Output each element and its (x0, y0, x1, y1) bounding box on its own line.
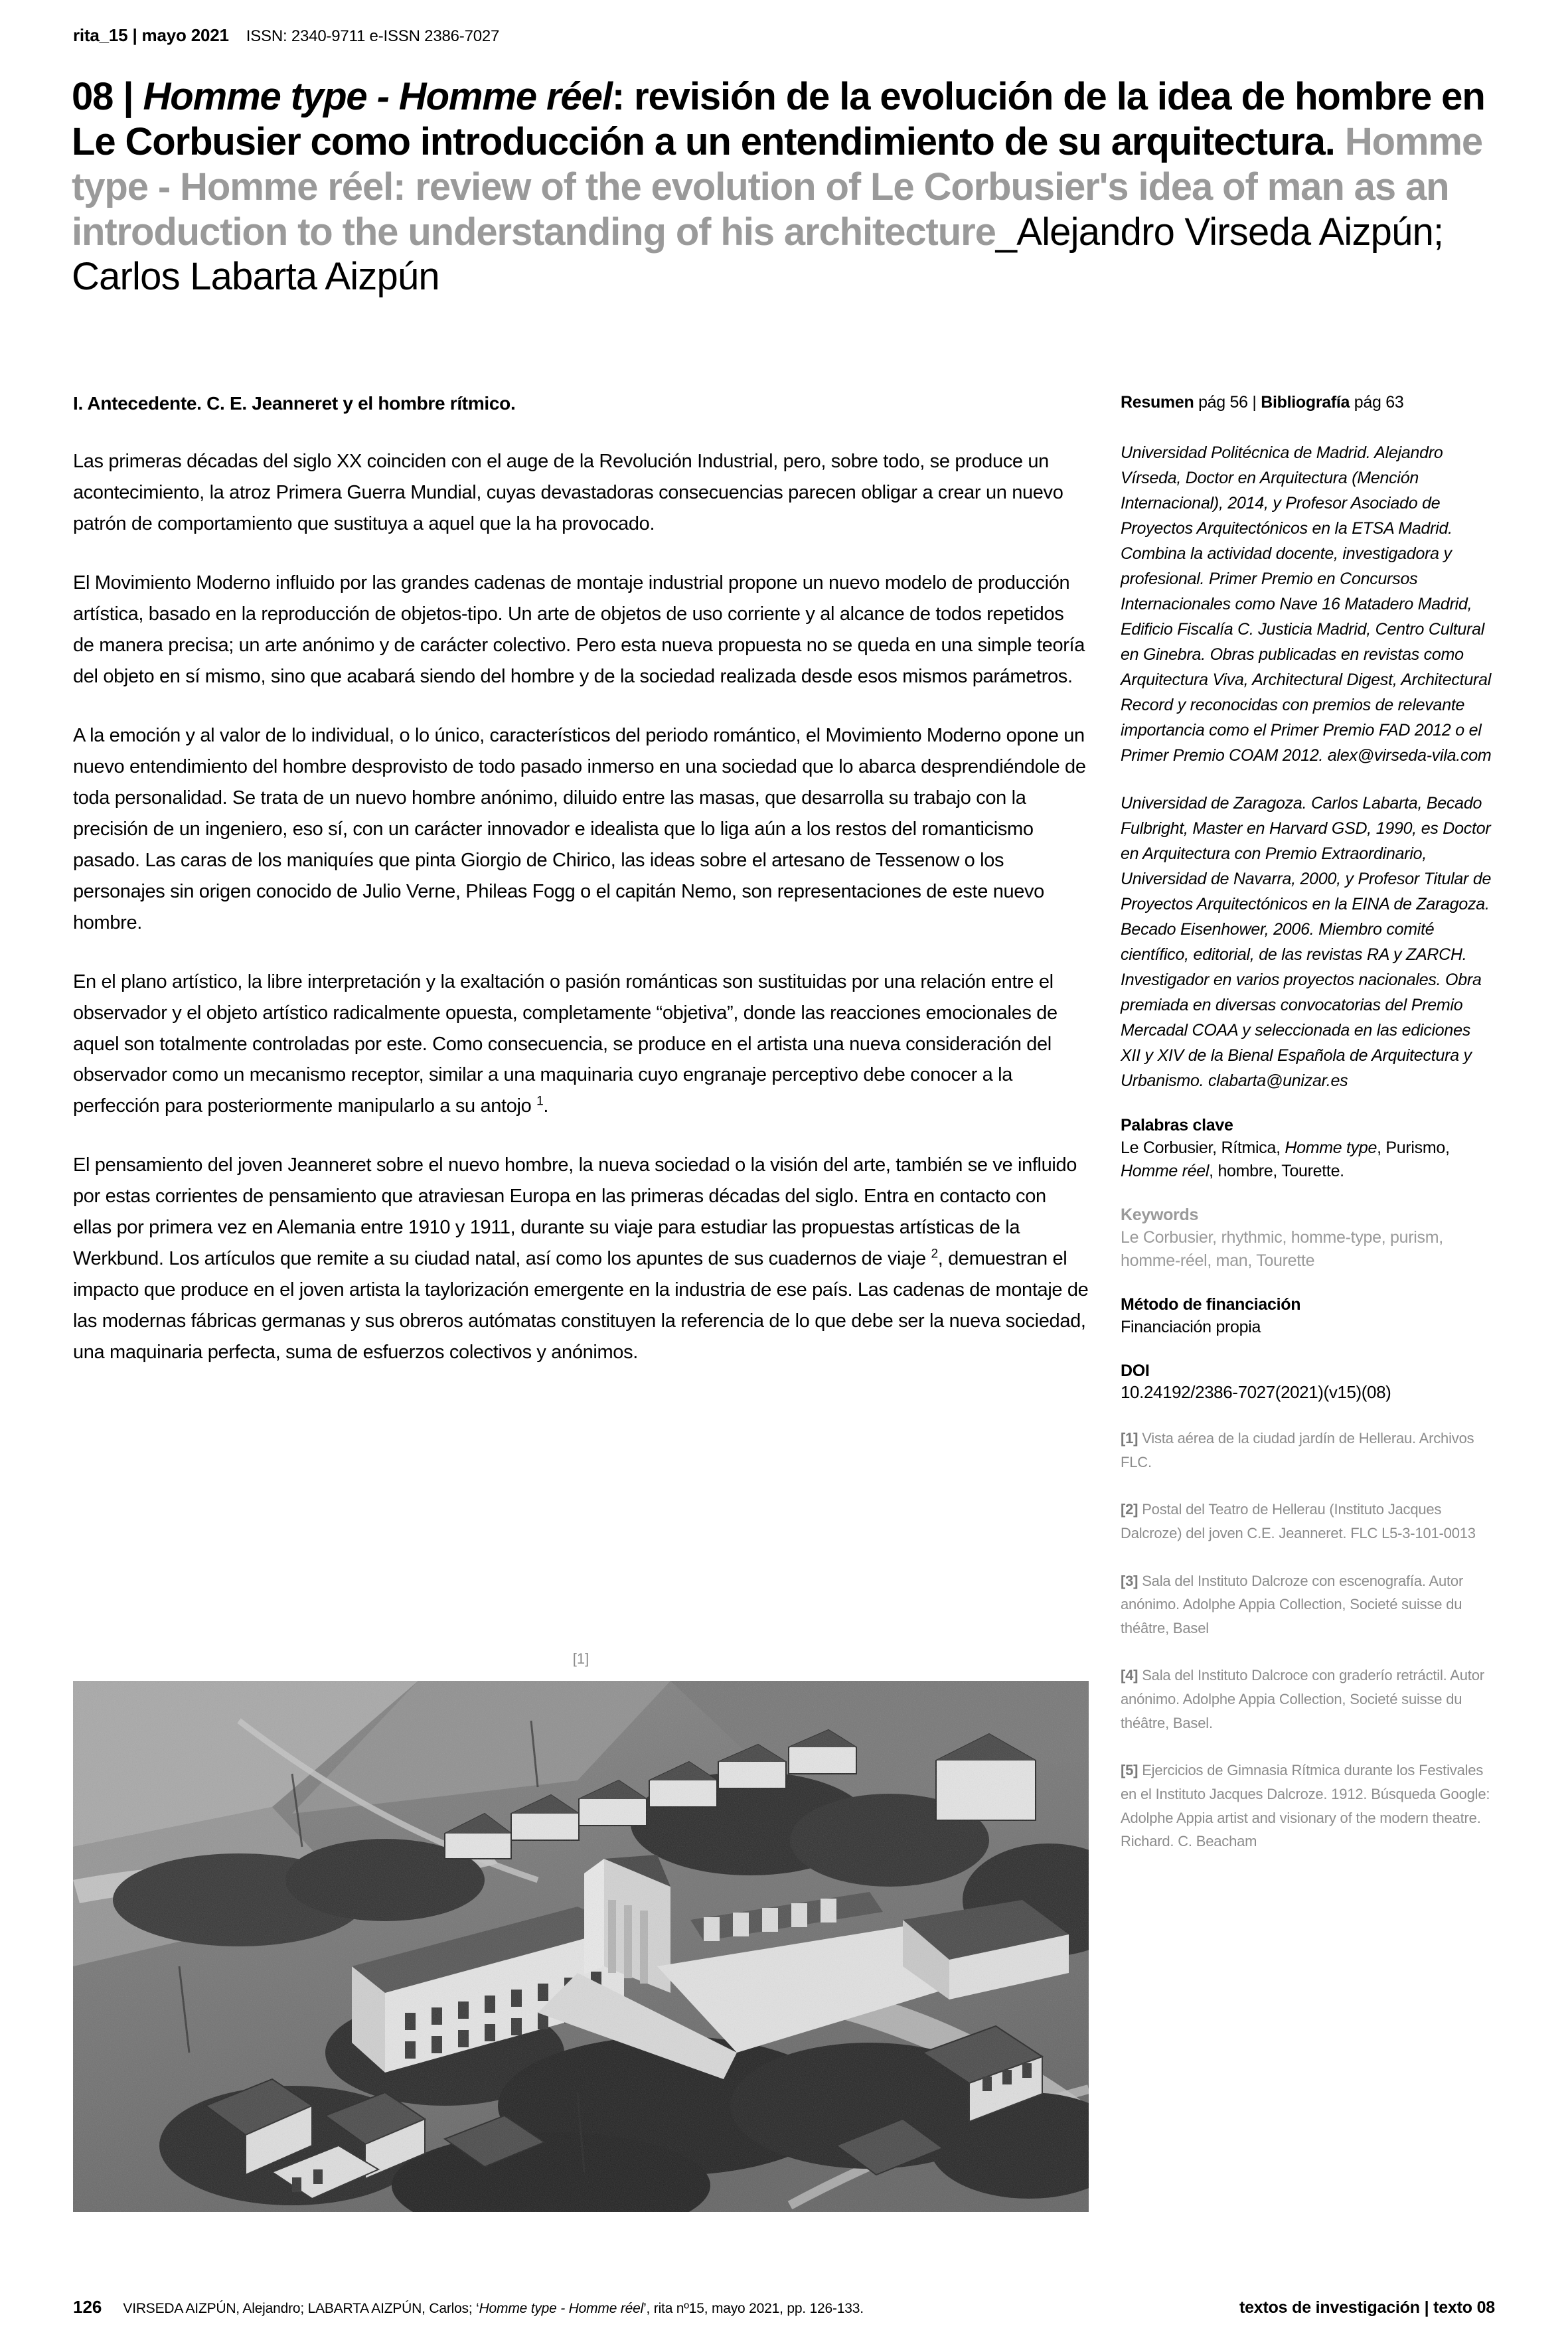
body-paragraph-3: A la emoción y al valor de lo individual, o lo único, característicos del periodo romántico, el Movimiento Moderno opone un nuevo entendimiento del hombre desprovisto de todo pasado inmerso en una sociedad que lo abarca desprendiéndole de toda personalidad. Se trata de un nuevo hombre anónimo, diluido entre las masas, que desarrolla su trabajo con la precisión de un ingeniero, eso sí, con un carácter innovador e idealista que lo liga aún a los restos del romanticismo pasado. Las caras de los maniquíes que pinta Giorgio de Chirico, las ideas sobre el artesano de Tessenow o los personajes sin origen conocido de Julio Verne, Phileas Fogg o el capitán Nemo, son representaciones de este nuevo hombre. (73, 724, 1086, 933)
caption-5-number: [5] (1121, 1762, 1138, 1779)
funding-text: Financiación propia (1121, 1318, 1261, 1336)
citation-part-a: VIRSEDA AIZPÚN, Alejandro; LABARTA AIZPÚN, Carlos; ‘ (123, 2301, 479, 2316)
citation-line (123, 2301, 864, 2317)
caption-1-text: Vista aérea de la ciudad jardín de Hellerau. Archivos FLC. (1121, 1430, 1474, 1470)
keywords-heading: Keywords (1121, 1206, 1199, 1224)
citation-italic-title: Homme type - Homme réel (479, 2301, 644, 2316)
author-bio-2: Universidad de Zaragoza. Carlos Labarta, Becado Fulbright, Master en Harvard GSD, 1990, es Doctor en Arquitectura con Premio Extraordinario, Universidad de Navarra, 2000, y Profesor Titular de Proyectos Arquitectónicos en la EINA de Zaragoza. Becado Eisenhower, 2006. Miembro comité científico, editorial, de las revistas RA y ZARCH. Investigador en varios proyectos nacionales. Obra premiada en diversas convocatorias del Premio Mercadal COAA y seleccionada en las ediciones XII y XIV de la Bienal Española de Arquitectura y Urbanismo. clabarta@unizar.es (1121, 794, 1492, 1090)
sidebar-column (1121, 393, 1492, 1853)
caption-2-number: [2] (1121, 1501, 1138, 1518)
caption-3-text: Sala del Instituto Dalcroze con escenografía. Autor anónimo. Adolphe Appia Collection, Societé suisse du théâtre, Basel (1121, 1572, 1464, 1636)
pc-italic-2: Homme réel (1121, 1162, 1210, 1180)
body-paragraph-2: El Movimiento Moderno influido por las grandes cadenas de montaje industrial propone un nuevo modelo de producción artística, basado en la reproducción de objetos-tipo. Un arte de objetos de uso corriente y al alcance de todos repetidos de manera precisa; un arte anónimo y de carácter colectivo. Pero esta nueva propuesta no se queda en una simple teoría del objeto en sí mismo, sino que acabará siendo del hombre y de la sociedad realizada desde esos mismos parámetros. (73, 572, 1085, 687)
paragraph-4-text-b: . (543, 1095, 549, 1117)
figure-caption-5 (1121, 1759, 1492, 1853)
page-number: 126 (73, 2297, 102, 2317)
caption-4-text: Sala del Instituto Dalcroce con graderío retráctil. Autor anónimo. Adolphe Appia Collection, Societé suisse du théâtre, Basel. (1121, 1667, 1484, 1731)
palabras-clave-heading: Palabras clave (1121, 1116, 1233, 1135)
running-head (73, 25, 499, 46)
title-es-rest: : revisión de la evolución de la idea de hombre en Le Corbusier como introducción a un entendimiento de su arquitectura. (72, 75, 1485, 163)
paragraph-5-text-a: El pensamiento del joven Jeanneret sobre el nuevo hombre, la nueva sociedad o la visión del arte, también se ve influido por estas corrientes de pensamiento que atraviesan Europa en las primeras décadas del siglo. Entra en contacto con ellas por primera vez en Alemania entre 1910 y 1911, durante su viaje para estudiar las propuestas artísticas de la Werkbund. Los artículos que remite a su ciudad natal, así como los apuntes de sus cuadernos de viaje (73, 1154, 1077, 1270)
doi-value[interactable]: 10.24192/2386-7027(2021)(v15)(08) (1121, 1382, 1391, 1402)
caption-2-text: Postal del Teatro de Hellerau (Instituto Jacques Dalcroze) del joven C.E. Jeanneret. FLC L5-3-101-0013 (1121, 1501, 1476, 1541)
footer-section-label: textos de investigación | texto 08 (1239, 2298, 1495, 2317)
section-heading: I. Antecedente. C. E. Jeanneret y el hombre rítmico. (73, 393, 516, 414)
figure-caption-1 (1121, 1427, 1492, 1474)
caption-4-number: [4] (1121, 1667, 1138, 1684)
figure-caption-4 (1121, 1664, 1492, 1735)
footnote-marker-2: 2 (931, 1247, 938, 1261)
bibliografia-page: pág 63 (1350, 393, 1404, 412)
pc-part-3: , hombre, Tourette. (1209, 1162, 1344, 1180)
caption-3-number: [3] (1121, 1572, 1138, 1589)
issn-label: ISSN: 2340-9711 e-ISSN 2386-7027 (246, 27, 500, 45)
main-text-column (73, 393, 1089, 1396)
footnote-marker-1: 1 (536, 1094, 544, 1109)
funding-heading: Método de financiación (1121, 1295, 1301, 1314)
article-authors: _Alejandro Virseda Aizpún; Carlos Labarta Aizpún (72, 210, 1444, 299)
paragraph-5-text-b: , demuestran el impacto que produce en el joven artista la taylorización emergente en la industria de ese país. Las cadenas de montaje de las modernas fábricas germanas y sus obreros autómatas constituyen la referencia de lo que debe ser la nueva sociedad, una maquinaria perfecta, suma de esfuerzos colectivos y anónimos. (73, 1248, 1089, 1364)
resumen-label: Resumen (1121, 393, 1194, 412)
citation-part-b: ’, rita nº15, mayo 2021, pp. 126-133. (643, 2301, 864, 2316)
doi-heading: DOI (1121, 1362, 1150, 1380)
author-bio-1: Universidad Politécnica de Madrid. Alejandro Vírseda, Doctor en Arquitectura (Mención Internacional), 2014, y Profesor Asociado de Proyectos Arquitectónicos en la ETSA Madrid. Combina la actividad docente, investigadora y profesional. Primer Premio en Concursos Internacionales como Nave 16 Matadero Madrid, Edificio Fiscalía C. Justicia Madrid, Centro Cultural en Ginebra. Obras publicadas en revistas como Arquitectura Viva, Architectural Digest, Architectural Record y reconocidas con premios de relevante importancia como el Primer Premio FAD 2012 o el Primer Premio COAM 2012. alex@virseda-vila.com (1121, 443, 1492, 765)
figure-1-label: [1] (572, 1650, 589, 1667)
title-en: Homme type - Homme réel: review of the evolution of Le Corbusier's idea of man as an introduction to the understanding of his architecture (72, 119, 1483, 254)
pc-italic-1: Homme type (1285, 1138, 1377, 1157)
abstract-bibliography-pointer (1121, 393, 1492, 412)
page-footer (73, 2297, 1495, 2317)
journal-issue-label: rita_15 | mayo 2021 (73, 25, 229, 45)
resumen-page: pág 56 | (1194, 393, 1261, 412)
article-title-block (72, 74, 1492, 299)
bibliografia-label: Bibliografía (1261, 393, 1350, 412)
footer-left-group (73, 2297, 864, 2317)
figure-1 (73, 1650, 1089, 2212)
keywords-list: Le Corbusier, rhythmic, homme-type, purism, homme-réel, man, Tourette (1121, 1228, 1443, 1270)
figure-caption-3 (1121, 1569, 1492, 1640)
figure-caption-2 (1121, 1498, 1492, 1545)
body-paragraph-4 (73, 967, 1089, 1123)
pc-part-1: Le Corbusier, Rítmica, (1121, 1138, 1285, 1157)
paragraph-4-text-a: En el plano artístico, la libre interpretación y la exaltación o pasión románticas son sustituidas por una relación entre el observador y el objeto artístico radicalmente opuesta, completamente “objetiva”, donde las reacciones emocionales de aquel son totalmente controladas por este. Como consecuencia, se produce en el artista una nueva consideración del observador como un mecanismo receptor, similar a una maquinaria cuyo engranaje perceptivo debe conocer a la perfección para posteriormente manipularlo a su antojo (73, 971, 1058, 1117)
body-paragraph-5 (73, 1150, 1089, 1368)
article-number: 08 | (72, 75, 143, 118)
body-paragraph-1: Las primeras décadas del siglo XX coinciden con el auge de la Revolución Industrial, pero, sobre todo, se produce un acontecimiento, la atroz Primera Guerra Mundial, cuyas devastadoras consecuencias parecen obligar a crear un nuevo patrón de comportamiento que sustituya a aquel que la ha provocado. (73, 451, 1063, 534)
pc-part-2: , Purismo, (1377, 1138, 1450, 1157)
aerial-photo-hellerau-icon (73, 1681, 1089, 2212)
figure-1-image (73, 1681, 1089, 2212)
title-es-italic: Homme type - Homme réel (143, 75, 612, 118)
caption-1-number: [1] (1121, 1430, 1138, 1447)
palabras-clave-list (1121, 1137, 1492, 1183)
caption-5-text: Ejercicios de Gimnasia Rítmica durante los Festivales en el Instituto Jacques Dalcroze. 1912. Búsqueda Google: Adolphe Appia artist and visionary of the modern theatre. Richard. C. Beacham (1121, 1762, 1490, 1850)
